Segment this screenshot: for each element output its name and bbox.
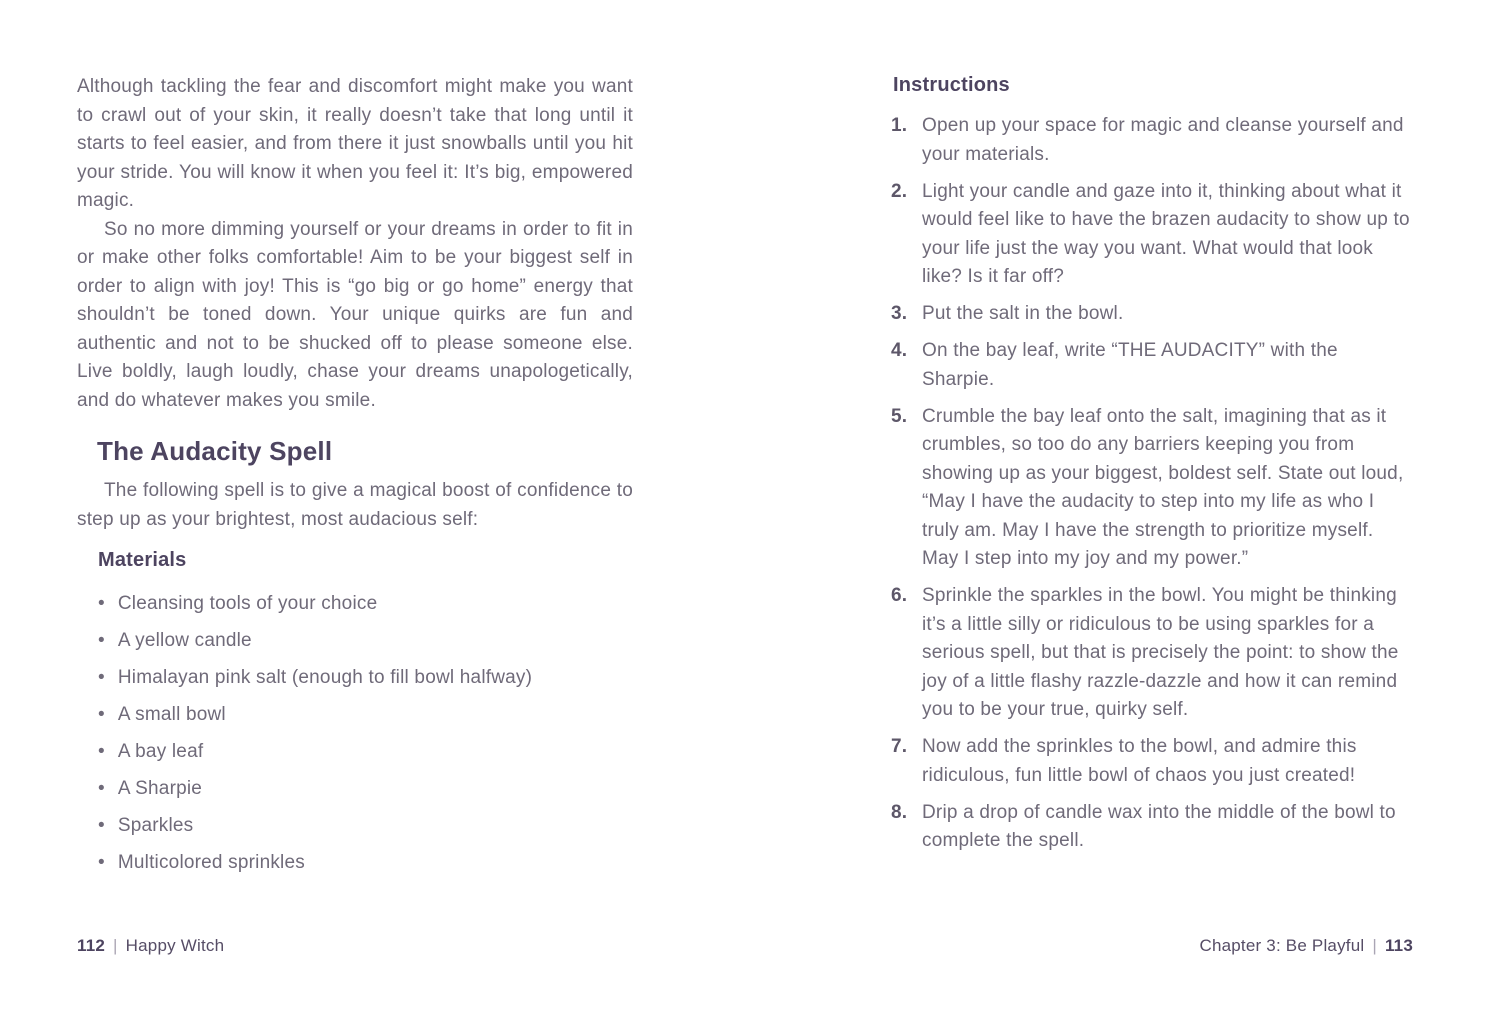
page-number: 112	[77, 936, 106, 955]
instruction-item	[891, 337, 1414, 394]
materials-item	[98, 738, 633, 767]
bullet-icon: •	[98, 741, 105, 762]
instruction-text: Light your candle and gaze into it, thinking about what it would feel like to have the brazen audacity to show up to your life just the way you want. What would that look like? Is it far off?	[922, 180, 1410, 287]
instructions-heading: Instructions	[893, 74, 1010, 96]
right-page	[891, 72, 1414, 864]
left-page-footer	[77, 936, 224, 956]
section-heading: The Audacity Spell	[97, 436, 333, 466]
materials-item	[98, 701, 633, 730]
instruction-item	[891, 733, 1414, 790]
materials-item	[98, 664, 633, 693]
instruction-number: 2.	[891, 180, 908, 202]
instruction-item	[891, 300, 1414, 329]
materials-item-label: A bay leaf	[117, 741, 204, 762]
materials-item-label: Himalayan pink salt (enough to fill bowl halfway)	[117, 667, 533, 688]
materials-item-label: A yellow candle	[117, 630, 252, 651]
bullet-icon: •	[98, 704, 105, 725]
instruction-item	[891, 582, 1414, 725]
materials-item	[98, 627, 633, 656]
bullet-icon: •	[98, 778, 105, 799]
bullet-icon: •	[98, 852, 105, 873]
instruction-number: 7.	[891, 736, 908, 757]
instruction-number: 5.	[891, 405, 908, 427]
instruction-item	[891, 403, 1414, 574]
section-intro: The following spell is to give a magical boost of confidence to step up as your brightest, most audacious self:	[77, 480, 633, 530]
paragraph: Although tackling the fear and discomfort might make you want to crawl out of your skin, it really doesn’t take that long until it starts to feel easier, and from there it just snowballs until you hit your stride. You will know it when you feel it: It’s big, empowered magic.	[77, 76, 633, 211]
footer-separator: |	[113, 936, 118, 955]
page-number: 113	[1384, 936, 1413, 955]
instruction-text: Crumble the bay leaf onto the salt, imagining that as it crumbles, so too do any barriers keeping you from showing up as your biggest, boldest self. State out loud, “May I have the audacity to step into my life as who I truly am. May I have the strength to prioritize myself. May I step into my joy and my power.”	[922, 405, 1404, 569]
materials-list	[77, 590, 633, 878]
instruction-number: 8.	[891, 801, 908, 823]
materials-item	[98, 812, 633, 841]
materials-item	[98, 775, 633, 804]
materials-item-label: A Sharpie	[117, 778, 203, 799]
instruction-number: 3.	[891, 303, 908, 324]
bullet-icon: •	[98, 593, 105, 614]
paragraph: So no more dimming yourself or your dreams in order to fit in or make other folks comfortable! Aim to be your biggest self in order to align with joy! This is “go big or go home” energy that shouldn’t be toned down. Your unique quirks are fun and authentic and not to be shucked off to please someone else. Live boldly, laugh loudly, chase your dreams unapologetically, and do whatever makes you smile.	[77, 218, 633, 411]
instruction-item	[891, 178, 1414, 292]
instruction-text: Put the salt in the bowl.	[922, 303, 1124, 324]
instruction-text: Drip a drop of candle wax into the middle of the bowl to complete the spell.	[922, 801, 1396, 851]
materials-item-label: Cleansing tools of your choice	[117, 593, 378, 614]
materials-item-label: Sparkles	[117, 815, 194, 836]
instruction-text: Sprinkle the sparkles in the bowl. You might be thinking it’s a little silly or ridiculous to be using sparkles for a serious spell, but that is precisely the point: to show the joy of a little flashy razzle-dazzle and how it can remind you to be your true, quirky self.	[922, 585, 1399, 720]
right-page-footer	[1199, 936, 1413, 956]
materials-heading: Materials	[98, 549, 187, 571]
bullet-icon: •	[98, 815, 105, 836]
instruction-item	[891, 799, 1414, 856]
materials-item-label: A small bowl	[117, 704, 226, 725]
bullet-icon: •	[98, 630, 105, 651]
left-page	[77, 73, 633, 886]
footer-separator: |	[1372, 936, 1377, 955]
book-title: Happy Witch	[125, 936, 225, 955]
instructions-list	[891, 112, 1414, 856]
instruction-number: 1.	[891, 115, 908, 136]
materials-item	[98, 590, 633, 619]
instruction-text: Open up your space for magic and cleanse yourself and your materials.	[922, 115, 1404, 165]
instruction-text: Now add the sprinkles to the bowl, and admire this ridiculous, fun little bowl of chaos you just created!	[922, 736, 1357, 786]
materials-item	[98, 849, 633, 878]
instruction-item	[891, 112, 1414, 169]
instruction-text: On the bay leaf, write “THE AUDACITY” with the Sharpie.	[922, 340, 1338, 390]
bullet-icon: •	[98, 667, 105, 688]
materials-item-label: Multicolored sprinkles	[117, 852, 305, 873]
instruction-number: 4.	[891, 340, 908, 361]
instruction-number: 6.	[891, 585, 908, 606]
chapter-title: Chapter 3: Be Playful	[1199, 936, 1365, 955]
